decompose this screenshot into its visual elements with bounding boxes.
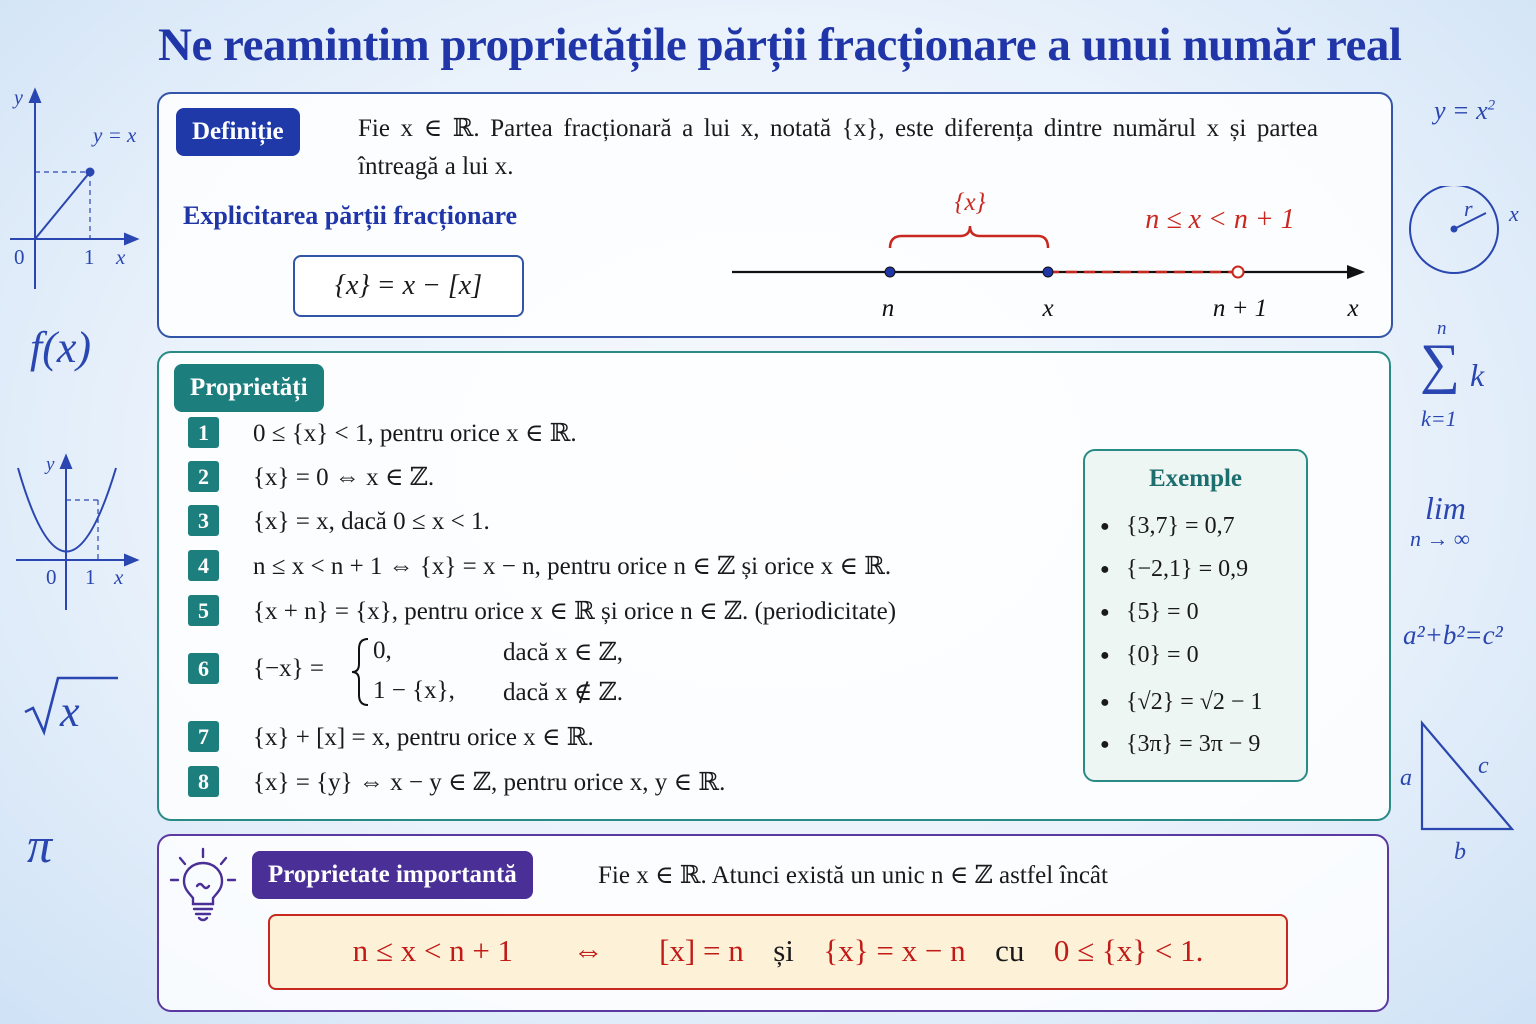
property-number: 8 xyxy=(188,766,219,797)
property-number: 7 xyxy=(188,721,219,752)
property-number: 5 xyxy=(188,595,219,626)
label-n-plus-1: n + 1 xyxy=(1212,295,1268,322)
lim-subscript: n → ∞ xyxy=(1410,526,1470,551)
svg-text:x: x xyxy=(116,245,126,269)
property-6-lhs: {−x} = xyxy=(253,655,324,682)
definition-text: Fie x ∈ ℝ. Partea fracționară a lui x, notată {x}, este diferența dintre numărul x și partea întreagă a lui x. xyxy=(358,115,1318,180)
property-text: n ≤ x < n + 1 ⇔ {x} = x − n, pentru orice n ∈ ℤ și orice x ∈ ℝ. xyxy=(253,553,892,580)
cases-brace xyxy=(350,636,372,708)
property-3 xyxy=(188,505,490,539)
number-line xyxy=(720,180,1380,330)
property-number: 4 xyxy=(188,550,219,581)
point-x xyxy=(1043,267,1053,277)
property-text: {x} + [x] = x, pentru orice x ∈ ℝ. xyxy=(253,724,594,751)
axis-arrow xyxy=(1347,265,1365,279)
point-n-plus-1 xyxy=(1233,267,1244,278)
sqrt-symbol-decoration xyxy=(22,672,122,742)
property-5 xyxy=(188,595,897,629)
svg-text:a: a xyxy=(1400,765,1412,791)
circle-decoration xyxy=(1404,186,1532,282)
example-item: ● {√2} = √2 − 1 xyxy=(1100,689,1263,715)
explicit-heading: Explicitarea părții fracționare xyxy=(183,201,518,230)
svg-text:c: c xyxy=(1478,753,1489,779)
property-number: 1 xyxy=(188,417,219,448)
svg-text:y = x: y = x xyxy=(93,123,137,147)
formula-part-2: [x] = n xyxy=(659,933,744,968)
svg-text:1: 1 xyxy=(85,565,96,589)
pythagoras-decoration: a²+b²=c² xyxy=(1403,620,1503,650)
formula-arrow: ⇔ xyxy=(572,933,604,968)
sigma-icon: ∑ xyxy=(1420,333,1460,395)
property-4 xyxy=(188,550,892,584)
formula-part-3: {x} = x − n xyxy=(823,933,966,968)
brace-shape xyxy=(890,226,1048,248)
lightbulb-icon xyxy=(168,846,238,924)
svg-text:y: y xyxy=(14,87,23,109)
sum-top: n xyxy=(1437,318,1447,339)
case-1-value: 0, xyxy=(373,637,392,664)
page-title: Ne reamintim proprietățile părții fracționare a unui număr real xyxy=(158,19,1402,71)
point-n xyxy=(885,267,895,277)
property-number: 6 xyxy=(188,653,219,684)
linear-graph-decoration xyxy=(0,84,150,294)
svg-text:x: x xyxy=(1509,201,1519,226)
svg-text:1: 1 xyxy=(84,245,95,269)
property-text: 0 ≤ {x} < 1, pentru orice x ∈ ℝ. xyxy=(253,420,577,447)
examples-title: Exemple xyxy=(1148,465,1243,492)
formula-with: cu xyxy=(995,933,1025,968)
formula-part-4: 0 ≤ {x} < 1. xyxy=(1053,933,1204,968)
sum-term: k xyxy=(1470,357,1485,393)
axis-label: x xyxy=(1347,295,1359,322)
formula-part-1: n ≤ x < n + 1 xyxy=(352,933,514,968)
lim-decoration: lim xyxy=(1425,490,1466,526)
property-8 xyxy=(188,766,726,800)
example-item: ● {5} = 0 xyxy=(1100,599,1199,625)
brace-label: {x} xyxy=(954,189,986,216)
svg-text:0: 0 xyxy=(14,245,25,269)
interval-label: n ≤ x < n + 1 xyxy=(1145,204,1295,235)
property-number: 2 xyxy=(188,461,219,492)
property-1 xyxy=(188,417,577,451)
property-2 xyxy=(188,461,435,495)
important-text: Fie x ∈ ℝ. Atunci există un unic n ∈ ℤ astfel încât xyxy=(598,862,1108,889)
formula-and: și xyxy=(773,933,794,968)
explicit-formula: {x} = x − [x] xyxy=(293,255,524,317)
example-item: ● {3,7} = 0,7 xyxy=(1100,513,1235,539)
property-number: 3 xyxy=(188,505,219,536)
svg-text:b: b xyxy=(1454,839,1466,865)
label-n: n xyxy=(881,295,895,322)
svg-text:x: x xyxy=(60,687,80,736)
case-1-condition: dacă x ∈ ℤ, xyxy=(503,639,624,666)
property-7 xyxy=(188,721,594,755)
y-eq-x2-decoration: $y = x^2$ xyxy=(1434,96,1496,125)
definition-badge: Definiție xyxy=(176,108,300,156)
triangle-decoration xyxy=(1394,715,1524,867)
example-item: ● {3π} = 3π − 9 xyxy=(1100,731,1261,757)
svg-text:y: y xyxy=(46,454,55,475)
sum-bottom: k=1 xyxy=(1421,406,1457,431)
example-item: ● {0} = 0 xyxy=(1100,642,1199,668)
properties-badge: Proprietăți xyxy=(174,364,324,412)
parabola-graph-decoration xyxy=(8,450,150,615)
svg-text:x: x xyxy=(114,565,124,589)
property-6 xyxy=(188,653,219,693)
important-formula xyxy=(268,914,1288,990)
svg-text:r: r xyxy=(1464,196,1473,221)
important-badge: Proprietate importantă xyxy=(252,851,533,899)
pi-decoration: π xyxy=(27,817,53,873)
example-item: ● {−2,1} = 0,9 xyxy=(1100,556,1249,582)
property-text: {x} = 0 ⇔ x ∈ ℤ. xyxy=(253,464,435,491)
property-text: {x} = {y} ⇔ x − y ∈ ℤ, pentru orice x, y ∈ ℝ. xyxy=(253,769,726,796)
label-x: x xyxy=(1042,295,1054,322)
fx-decoration: f(x) xyxy=(30,323,92,372)
property-text: {x + n} = {x}, pentru orice x ∈ ℝ și orice n ∈ ℤ. (periodicitate) xyxy=(253,598,897,625)
case-2-condition: dacă x ∉ ℤ. xyxy=(503,679,624,706)
case-2-value: 1 − {x}, xyxy=(373,677,455,704)
svg-text:0: 0 xyxy=(46,565,57,589)
property-text: {x} = x, dacă 0 ≤ x < 1. xyxy=(253,508,490,535)
